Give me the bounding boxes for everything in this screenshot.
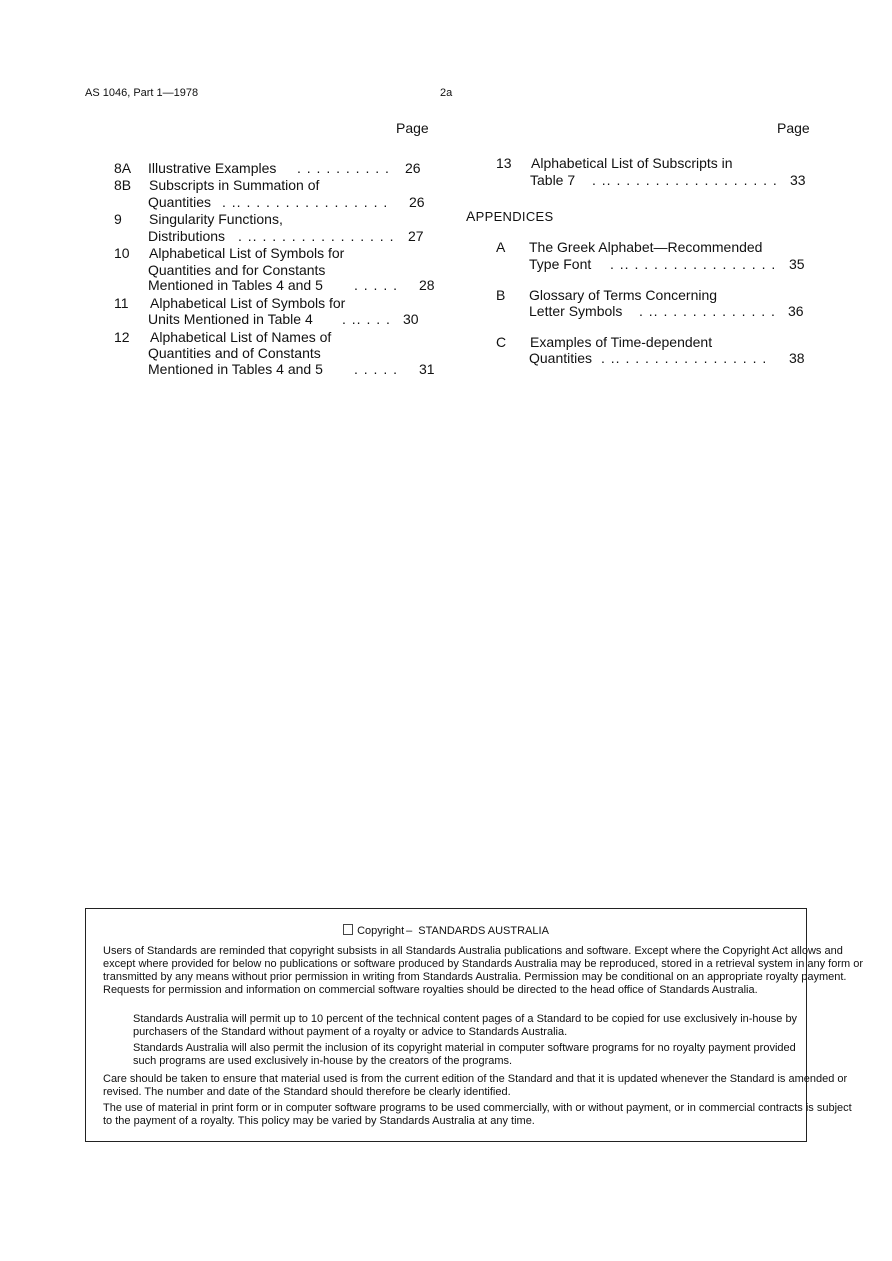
toc-entry-title-cont: Type Font [529,256,592,272]
toc-leader-dots: . .. . . . . . . . . . . . . . . . [222,194,389,210]
copyright-title-prefix: Copyright [357,925,405,937]
toc-leader-dots: . .. . . . . . . . . . . . . . . . . . [592,172,778,188]
toc-entry-page: 30 [403,311,419,327]
toc-entry-number: 10 [114,245,130,261]
copyright-paragraph-ten-percent: Standards Australia will permit up to 10 percent of the technical content pages of a Standard to be copied for use exclusively in-house by purchasers of the Standard without payment of a royalty or advice to Standards Australia. [133,1013,798,1038]
toc-entry-page: 38 [789,350,805,366]
toc-entry-number: 12 [114,329,130,345]
toc-entry-title: Examples of Time-dependent [530,334,713,350]
toc-entry-title: Alphabetical List of Symbols for [149,245,345,261]
toc-leader-dots: . .. . . . . . . . . . . . . . . . [601,350,768,366]
toc-entry-number: A [496,239,506,255]
toc-entry-title-cont: Mentioned in Tables 4 and 5 [148,361,323,377]
toc-entry-page: 26 [405,160,421,176]
toc-entry-title-cont: Distributions [148,228,226,244]
toc-leader-dots: . .. . . . . . . . . . . . . . . [238,228,395,244]
left-column-page-heading: Page [396,120,429,136]
copyright-title-dash: – [406,925,413,937]
toc-entry-number: 8A [114,160,132,176]
toc-entry-title: The Greek Alphabet—Recommended [529,239,763,255]
toc-entry-title-cont: Quantities [148,194,212,210]
toc-entry-number: B [496,287,506,303]
appendices-heading [466,208,553,224]
appendices-heading-rest: PPENDICES [475,209,554,224]
toc-entry-title-cont: Mentioned in Tables 4 and 5 [148,277,323,293]
copyright-symbol-icon [343,924,353,935]
toc-entry-number: 8B [114,177,132,193]
document-id: AS 1046, Part 1—1978 [85,87,199,99]
toc-entry-title: Illustrative Examples [148,160,277,176]
toc-entry-title-cont: Quantities and for Constants [148,262,326,278]
toc-entry-page: 28 [419,277,435,293]
toc-entry-title: Alphabetical List of Symbols for [150,295,346,311]
copyright-paragraph-commercial-use: The use of material in print form or in computer software programs to be used commercially, with or without payment, or in commercial contracts is subject to the payment of a royalty. This policy may be varied by Standards Australia at any time. [103,1102,852,1127]
appendices-heading-initial: A [466,208,476,224]
copyright-paragraph-current-edition: Care should be taken to ensure that material used is from the current edition of the Standard and that it is updated whenever the Standard is amended or revised. The number and date of the Standard should therefore be clearly identified. [103,1073,848,1098]
toc-entry-title: Alphabetical List of Subscripts in [531,155,733,171]
right-column-page-heading: Page [777,120,810,136]
toc-entry-page: 33 [790,172,806,188]
copyright-paragraph-users: Users of Standards are reminded that copyright subsists in all Standards Australia publications and software. Except where the Copyright Act allows and except where provided for below no publications or software produced by Standards Australia may be reproduced, stored in a retrieval system in any form or transmitted by any means without prior permission in writing from Standards Australia. Permission may be conditional on an appropriate royalty payment. Requests for permission and information on commercial software royalties should be directed to the head office of Standards Australia. [103,945,864,996]
toc-entry-title: Alphabetical List of Names of [150,329,332,345]
toc-entry-number: 13 [496,155,512,171]
page-number: 2a [440,87,453,99]
toc-entry-number: 9 [114,211,122,227]
toc-entry-title: Subscripts in Summation of [149,177,320,193]
toc-entry-number: 11 [114,295,129,311]
toc-leader-dots: . . . . . [354,361,399,377]
toc-entry-title-cont: Table 7 [530,172,576,188]
toc-entry-title-cont: Units Mentioned in Table 4 [148,311,313,327]
toc-entry-title-cont: Quantities and of Constants [148,345,321,361]
toc-entry-title: Glossary of Terms Concerning [529,287,718,303]
toc-leader-dots: . .. . . . . . . . . . . . . [639,303,776,319]
toc-entry-page: 27 [408,228,424,244]
toc-entry-page: 31 [419,361,435,377]
toc-entry-page: 36 [788,303,804,319]
copyright-paragraph-software: Standards Australia will also permit the inclusion of its copyright material in computer software programs for no royalty payment provided such programs are used exclusively in-house by the creators of the programs. [133,1042,796,1067]
toc-leader-dots: . .. . . . . . . . . . . . . . . . [610,256,777,272]
toc-entry-number: C [496,334,507,350]
toc-leader-dots: . .. . . . [342,311,391,327]
toc-entry-page: 35 [789,256,805,272]
toc-entry-title-cont: Quantities [529,350,593,366]
toc-entry-title-cont: Letter Symbols [529,303,623,319]
toc-entry-title: Singularity Functions, [149,211,283,227]
toc-entry-page: 26 [409,194,425,210]
toc-leader-dots: . . . . . [354,277,399,293]
toc-leader-dots: . . . . . . . . . . [297,160,390,176]
copyright-title-org: STANDARDS AUSTRALIA [418,925,549,937]
copyright-title [0,924,892,937]
